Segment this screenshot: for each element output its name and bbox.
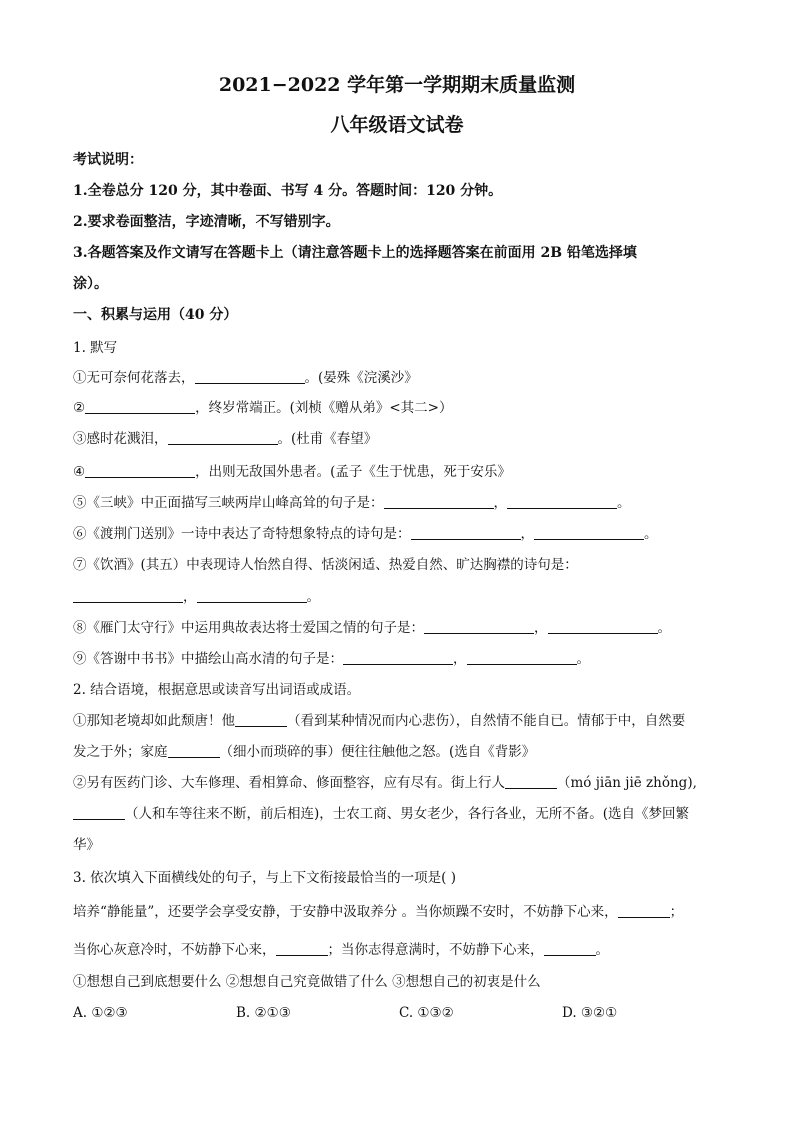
- section-1-heading: 一、积累与运用（40 分）: [73, 307, 238, 323]
- answer-blank[interactable]: [168, 430, 278, 445]
- q3-sentence-2: 当你心灰意冷时，不妨静下心来， ；当你志得意满时，不妨静下心来， 。: [73, 942, 609, 958]
- q1-item-3: ③感时花溅泪， 。(杜甫《春望》: [73, 431, 378, 447]
- answer-blank[interactable]: [505, 774, 557, 789]
- q1-item-4: ④ ，出则无敌国外患者。(孟子《生于忧患，死于安乐》: [73, 464, 511, 480]
- q3-sentence-3: ①想想自己到底想要什么 ②想想自己究竟做错了什么 ③想想自己的初衷是什么: [73, 974, 541, 990]
- q2-passage-1-line-2: 发之于外；家庭 （细小而琐碎的事）便往往触他之怒。(选自《背影》: [73, 744, 536, 760]
- answer-blank[interactable]: [197, 588, 307, 603]
- q1-item-7-answer: ， 。: [73, 587, 723, 607]
- exam-subtitle: 八年级语文试卷: [330, 114, 464, 136]
- q1-item-7: ⑦《饮酒》(其五）中表现诗人怡然自得、恬淡闲适、热爱自然、旷达胸襟的诗句是：: [73, 557, 578, 573]
- option-d[interactable]: D. ③②①: [562, 1005, 618, 1021]
- answer-blank[interactable]: [384, 494, 494, 509]
- instruction-2: 2.要求卷面整洁，字迹清晰，不写错别字。: [73, 214, 340, 230]
- answer-blank[interactable]: [618, 903, 670, 918]
- q3-sentence-1: 培养“静能量”，还要学会享受安静，于安静中汲取养分 。当你烦躁不安时，不妨静下心来， ；: [73, 904, 684, 920]
- answer-blank[interactable]: [343, 650, 453, 665]
- answer-blank[interactable]: [85, 399, 195, 414]
- q2-passage-2-line-1: ②另有医药门诊、大车修理、看相算命、修面整容，应有尽有。街上行人 （mó jiān jiē zhǒng),: [73, 775, 697, 791]
- instruction-3-cont: 涂）。: [73, 276, 108, 292]
- answer-blank[interactable]: [534, 525, 644, 540]
- q1-item-6: ⑥《渡荆门送别》一诗中表达了奇特想象特点的诗句是： ， 。: [73, 526, 658, 542]
- instruction-1: 1.全卷总分 120 分，其中卷面、书写 4 分。答题时间：120 分钟。: [73, 183, 503, 199]
- q1-item-8: ⑧《雁门太守行》中运用典故表达将士爱国之情的句子是： ， 。: [73, 620, 671, 636]
- answer-blank[interactable]: [276, 941, 328, 956]
- instructions-heading: 考试说明：: [73, 152, 143, 168]
- q1-item-1: ①无可奈何花落去， 。(晏殊《浣溪沙》: [73, 370, 418, 386]
- q2-passage-2-line-2: （人和车等往来不断，前后相连)，士农工商、男女老少，各行各业，无所不备。(选自《梦回繁: [73, 804, 723, 824]
- instruction-3: 3.各题答案及作文请写在答题卡上（请注意答题卡上的选择题答案在前面用 2B 铅笔选择填: [73, 245, 637, 261]
- q3-label: 3. 依次填入下面横线处的句子，与上下文衔接最恰当的一项是( ): [73, 870, 456, 886]
- exam-title: 2021−2022 学年第一学期期末质量监测: [218, 74, 576, 96]
- answer-blank[interactable]: [73, 805, 125, 820]
- q1-item-9: ⑨《答谢中书书》中描绘山高水清的句子是： ， 。: [73, 651, 590, 667]
- answer-blank[interactable]: [411, 525, 521, 540]
- answer-blank[interactable]: [73, 588, 183, 603]
- answer-blank[interactable]: [85, 463, 195, 478]
- answer-blank[interactable]: [548, 619, 658, 634]
- answer-blank[interactable]: [544, 941, 596, 956]
- option-c[interactable]: C. ①③②: [399, 1005, 454, 1021]
- answer-blank[interactable]: [195, 369, 305, 384]
- option-a[interactable]: A. ①②③: [73, 1005, 128, 1021]
- answer-blank[interactable]: [424, 619, 534, 634]
- q2-passage-1-line-1: ①那知老境却如此颓唐！他 （看到某种情况而内心悲伤），自然情不能自已。情郁于中，自然要: [73, 713, 686, 729]
- q3-options: [73, 1003, 723, 1023]
- q1-item-2: ② ，终岁常端正。(刘桢《赠从弟》<其二>）: [73, 400, 453, 416]
- q2-label: 2. 结合语境，根据意思或读音写出词语或成语。: [73, 682, 361, 698]
- answer-blank[interactable]: [235, 712, 287, 727]
- q1-label: 1. 默写: [73, 340, 118, 356]
- option-b[interactable]: B. ②①③: [236, 1005, 291, 1021]
- answer-blank[interactable]: [467, 650, 577, 665]
- answer-blank[interactable]: [507, 494, 617, 509]
- q2-passage-2-line-3: 华》: [73, 837, 100, 853]
- answer-blank[interactable]: [168, 743, 220, 758]
- q1-item-5: ⑤《三峡》中正面描写三峡两岸山峰高耸的句子是： ， 。: [73, 495, 631, 511]
